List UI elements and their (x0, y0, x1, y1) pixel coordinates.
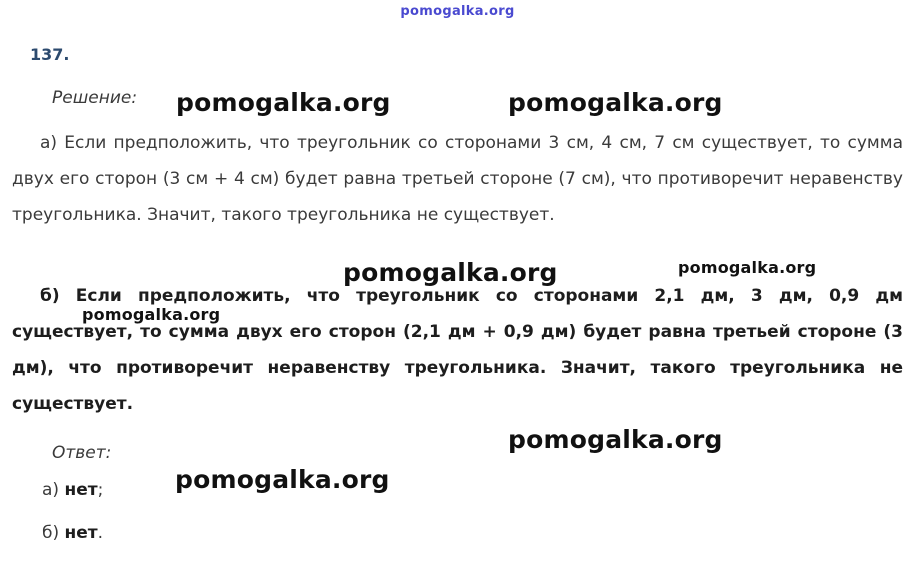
task-number: 137. (30, 45, 70, 64)
watermark-top: pomogalka.org (400, 4, 515, 19)
watermark-3: pomogalka.org (343, 258, 558, 287)
answer-b-prefix: б) (42, 523, 65, 543)
solution-paragraph-a: а) Если предположить, что треугольник со сторонами 3 см, 4 см, 7 см существует, то сумма двух его сторон (3 см + 4 см) будет равна третьей стороне (7 см), что противоречит неравенству треугольника. Значит, такого треугольника не существует. (12, 133, 903, 225)
answer-a-prefix: а) (42, 480, 65, 500)
answer-a-value: нет (64, 480, 98, 500)
watermark-6: pomogalka.org (508, 425, 723, 454)
watermark-2: pomogalka.org (508, 88, 723, 117)
answer-b-value: нет (64, 523, 98, 543)
answer-item-b (42, 523, 103, 543)
watermark-1: pomogalka.org (176, 88, 391, 117)
watermark-4: pomogalka.org (678, 258, 817, 277)
answer-b-suffix: . (97, 523, 104, 543)
answer-a-suffix: ; (97, 480, 104, 500)
solution-label: Решение: (52, 88, 138, 108)
answer-label: Ответ: (52, 443, 112, 463)
watermark-7: pomogalka.org (175, 465, 390, 494)
watermark-5: pomogalka.org (82, 305, 221, 324)
answer-item-a (42, 480, 103, 500)
solution-paragraph-b: б) Если предположить, что треугольник со сторонами 2,1 дм, 3 дм, 0,9 дм существует, то сумма двух его сторон (2,1 дм + 0,9 дм) будет равна третьей стороне (3 дм), что противоречит неравенству треугольника. Значит, такого треугольника не существует. (12, 286, 903, 414)
